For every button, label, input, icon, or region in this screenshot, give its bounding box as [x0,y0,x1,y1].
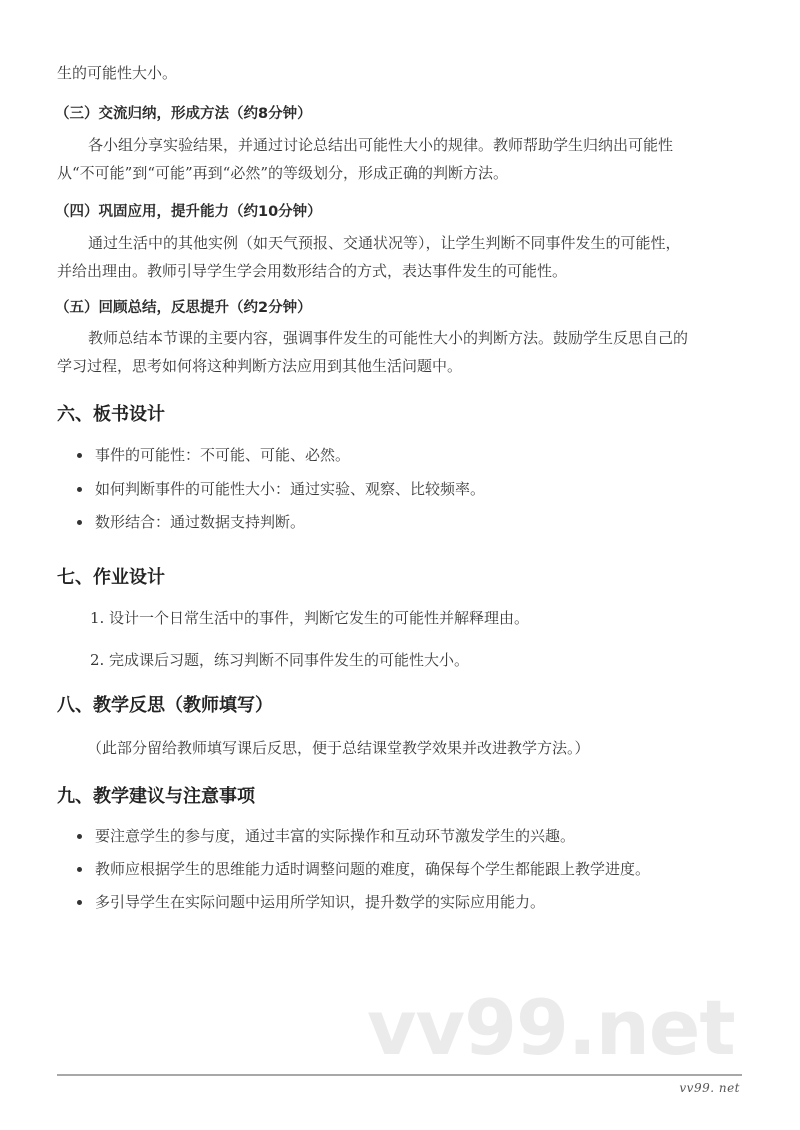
step3-line2: 从“不可能”到“可能”再到“必然”的等级划分，形成正确的判断方法。 [57,164,509,182]
step5-line1: 教师总结本节课的主要内容，强调事件发生的可能性大小的判断方法。鼓励学生反思自己的 [88,329,689,347]
list-item: 数形结合：通过数据支持判断。 [75,512,485,532]
footer-divider [57,1074,742,1076]
bullet-icon [77,834,82,839]
list-item: 1. 设计一个日常生活中的事件，判断它发生的可能性并解释理由。 [90,609,530,627]
bullet-icon [77,867,82,872]
bullet-icon [77,900,82,905]
footer-site-label: vv99. net [679,1081,740,1095]
suggestions-list [57,826,650,912]
section8-heading: 八、教学反思（教师填写） [57,695,273,716]
section9-heading: 九、教学建议与注意事项 [57,786,255,807]
list-item: 如何判断事件的可能性大小：通过实验、观察、比较频率。 [75,479,485,499]
step3-heading: （三）交流归纳，形成方法（约8分钟） [55,106,312,122]
watermark: vv99.net [367,983,735,1072]
step3-line1: 各小组分享实验结果，并通过讨论总结出可能性大小的规律。教师帮助学生归纳出可能性 [88,136,674,154]
bullet-icon [77,487,82,492]
step4-line2: 并给出理由。教师引导学生学会用数形结合的方式，表达事件发生的可能性。 [57,262,568,280]
board-design-list [57,445,485,532]
step4-line1: 通过生活中的其他实例（如天气预报、交通状况等），让学生判断不同事件发生的可能性， [88,234,681,252]
step4-heading: （四）巩固应用，提升能力（约10分钟） [55,204,322,220]
step5-heading: （五）回顾总结，反思提升（约2分钟） [55,300,312,316]
reflection-note: （此部分留给教师填写课后反思，便于总结课堂教学效果并改进教学方法。） [87,739,590,757]
bullet-icon [77,520,82,525]
bullet-icon [77,453,82,458]
section7-heading: 七、作业设计 [57,567,165,588]
section6-heading: 六、板书设计 [57,404,165,425]
list-item: 多引导学生在实际问题中运用所学知识，提升数学的实际应用能力。 [75,892,650,912]
homework-list [57,608,529,670]
list-item: 2. 完成课后习题，练习判断不同事件发生的可能性大小。 [90,651,470,669]
list-item: 教师应根据学生的思维能力适时调整问题的难度，确保每个学生都能跟上教学进度。 [75,859,650,879]
continuation-text: 生的可能性大小。 [57,64,178,82]
list-item: 要注意学生的参与度，通过丰富的实际操作和互动环节激发学生的兴趣。 [75,826,650,846]
list-item: 事件的可能性：不可能、可能、必然。 [75,445,485,465]
step5-line2: 学习过程，思考如何将这种判断方法应用到其他生活问题中。 [57,357,463,375]
